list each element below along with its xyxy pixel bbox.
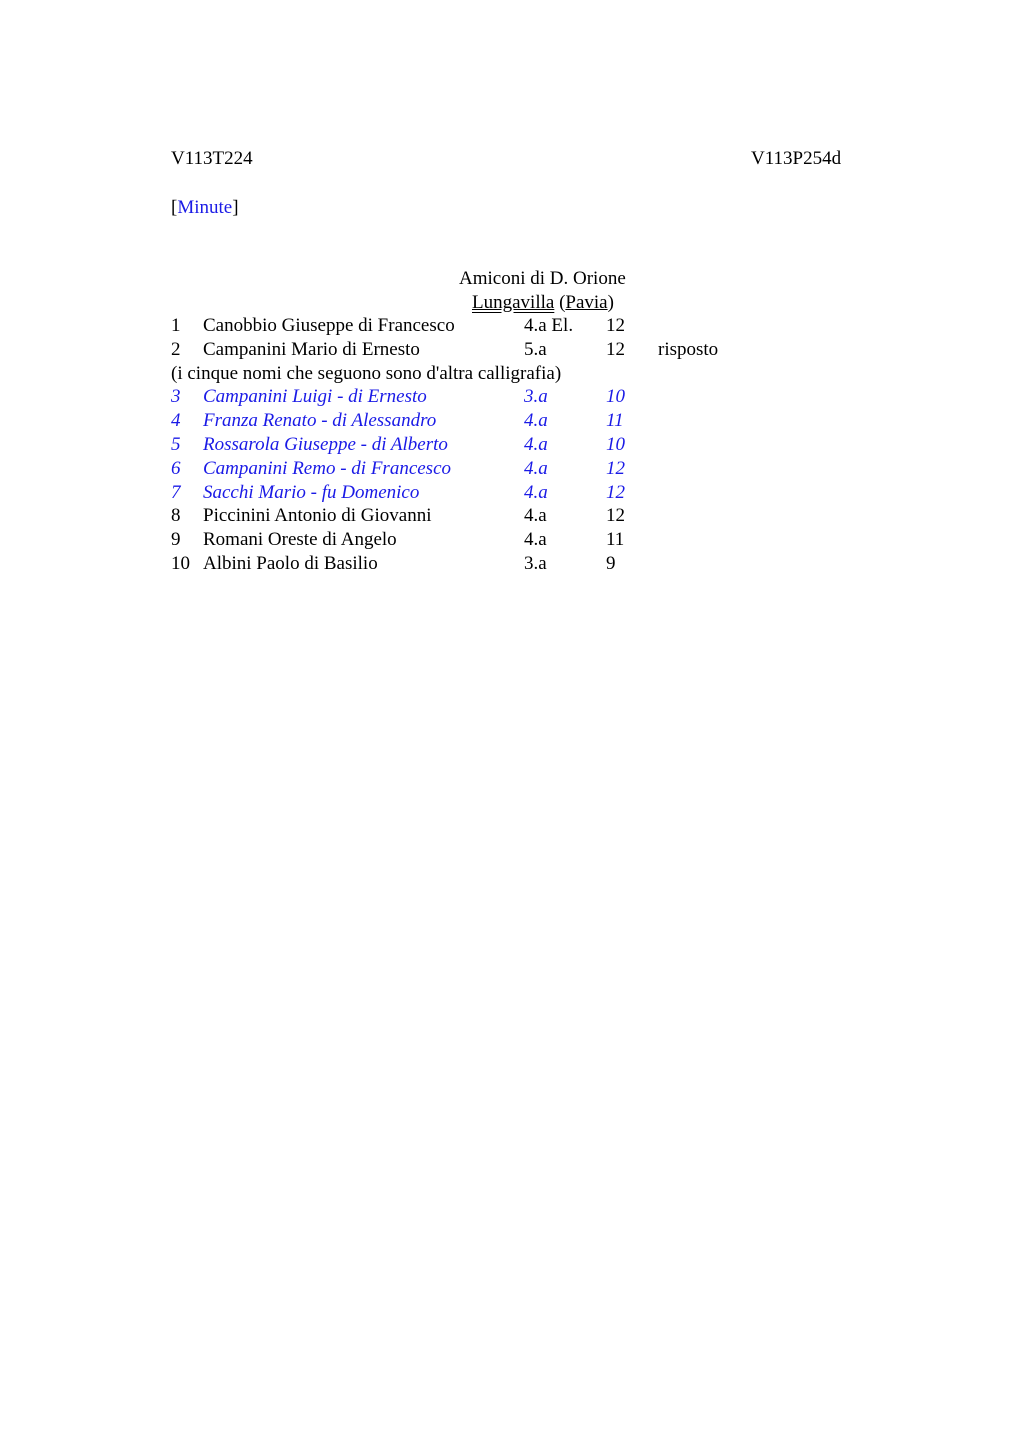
close-bracket: ] <box>232 197 239 218</box>
row-grade: 4.a El. <box>524 315 574 336</box>
row-name: Romani Oreste di Angelo <box>203 529 397 550</box>
row-grade: 4.a <box>524 482 548 503</box>
row-age: 12 <box>606 458 625 479</box>
minute-link[interactable]: Minute <box>177 197 233 218</box>
document-subtitle <box>472 293 614 312</box>
province-open: ( <box>559 292 566 313</box>
row-name: Piccinini Antonio di Giovanni <box>203 505 432 526</box>
row-name: Campanini Remo - di Francesco <box>203 458 452 479</box>
open-bracket: [ <box>171 197 178 218</box>
row-name: Canobbio Giuseppe di Francesco <box>203 315 455 336</box>
row-grade: 5.a <box>524 339 547 360</box>
row-number: 6 <box>171 458 181 479</box>
row-number: 4 <box>171 410 181 431</box>
row-grade: 3.a <box>524 553 547 574</box>
row-name: Campanini Luigi - di Ernesto <box>203 386 427 407</box>
row-number: 10 <box>171 553 190 574</box>
row-name: Campanini Mario di Ernesto <box>203 339 420 360</box>
province-close: ) <box>607 292 614 313</box>
row-number: 2 <box>171 339 181 360</box>
document-code-right: V113P254d <box>751 148 842 169</box>
row-number: 7 <box>171 482 181 503</box>
row-grade: 4.a <box>524 410 548 431</box>
row-age: 12 <box>606 482 625 503</box>
row-number: 8 <box>171 505 181 526</box>
calligraphy-note: (i cinque nomi che seguono sono d'altra calligrafia) <box>171 363 562 384</box>
row-number: 1 <box>171 315 181 336</box>
row-age: 12 <box>606 505 625 526</box>
row-age: 12 <box>606 339 625 360</box>
row-age: 11 <box>606 410 624 431</box>
row-age: 10 <box>606 434 625 455</box>
row-age: 12 <box>606 315 625 336</box>
row-name: Sacchi Mario - fu Domenico <box>203 482 420 503</box>
row-age: 10 <box>606 386 625 407</box>
row-grade: 4.a <box>524 505 547 526</box>
row-number: 5 <box>171 434 181 455</box>
minute-link-wrapper <box>171 198 239 217</box>
row-name: Franza Renato - di Alessandro <box>203 410 437 431</box>
row-age: 11 <box>606 529 625 550</box>
row-grade: 3.a <box>524 386 548 407</box>
place-name: Lungavilla <box>472 292 555 313</box>
document-code-left: V113T224 <box>171 148 253 169</box>
row-age: 9 <box>606 553 616 574</box>
row-number: 3 <box>171 386 181 407</box>
row-grade: 4.a <box>524 434 548 455</box>
document-title: Amiconi di D. Orione <box>459 268 626 289</box>
row-number: 9 <box>171 529 181 550</box>
row-grade: 4.a <box>524 458 548 479</box>
row-name: Rossarola Giuseppe - di Alberto <box>203 434 448 455</box>
province-name: Pavia <box>565 292 608 313</box>
row-name: Albini Paolo di Basilio <box>203 553 378 574</box>
row-remark: risposto <box>658 339 719 360</box>
row-grade: 4.a <box>524 529 547 550</box>
